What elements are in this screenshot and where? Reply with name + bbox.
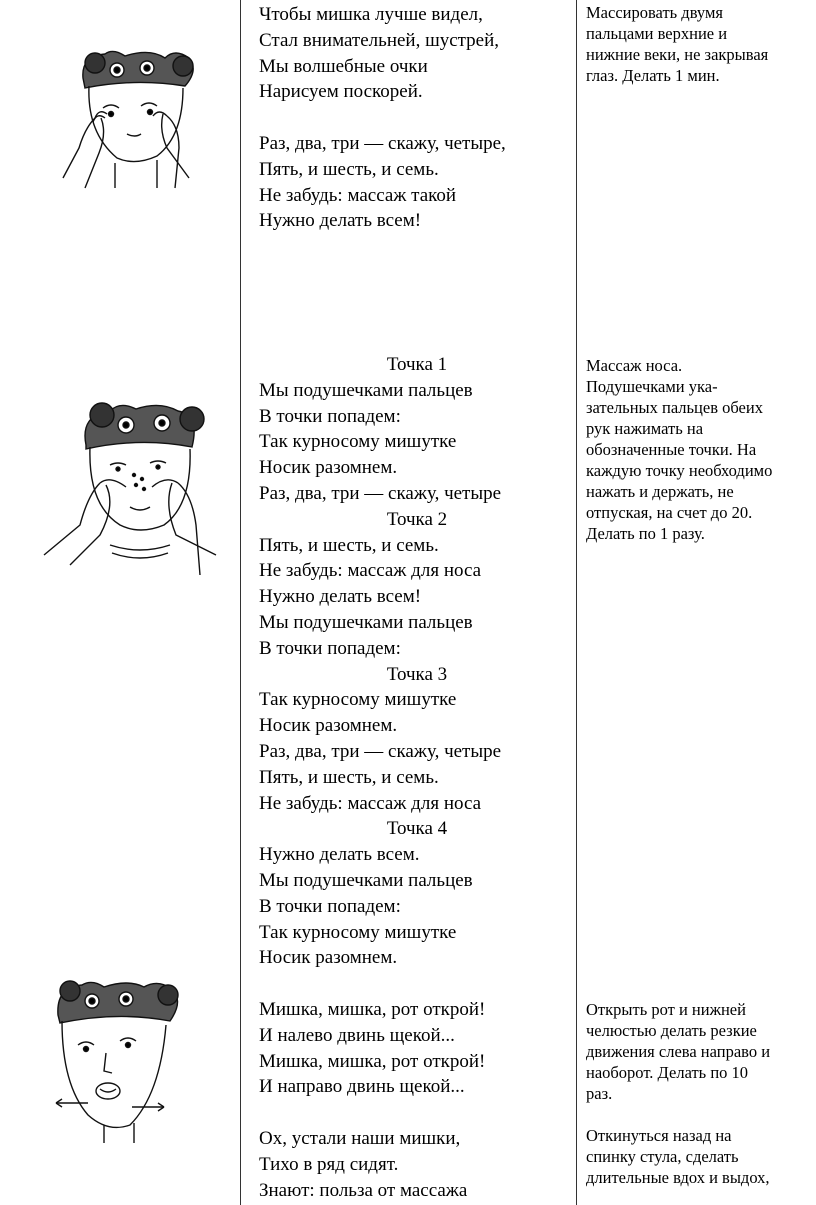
- poem-line: Раз, два, три — скажу, четыре: [259, 482, 502, 504]
- instruction-line: нижние веки, не закрывая: [586, 45, 769, 64]
- poem-line: Мишка, мишка, рот открой!: [259, 999, 486, 1020]
- poem-line: В точки попадем:: [259, 637, 401, 659]
- poem-line: Пять, и шесть, и семь.: [259, 534, 439, 556]
- poem-line: В точки попадем:: [259, 895, 401, 917]
- poem-line: Тихо в ряд сидят.: [259, 1153, 399, 1175]
- poem-line: И налево двинь щекой...: [259, 1024, 455, 1046]
- instruction-line: отпуская, на счет до 20.: [586, 503, 753, 522]
- instruction-line: Массировать двумя: [586, 3, 723, 22]
- instruction-line: глаз. Делать 1 мин.: [586, 66, 720, 85]
- poem-line: Не забудь: массаж такой: [259, 184, 457, 206]
- column-divider-right: [576, 0, 577, 1205]
- poem-line: Мы подушечками пальцев: [259, 611, 473, 633]
- instruction-line: раз.: [586, 1084, 613, 1103]
- instruction-line: Подушечками ука-: [586, 377, 718, 396]
- poem-line: Мы подушечками пальцев: [259, 869, 473, 891]
- instruction-line: зательных пальцев обеих: [586, 398, 763, 417]
- instruction-line: рук нажимать на: [586, 419, 704, 438]
- poem-eyes: [259, 2, 575, 234]
- paragraph-gap: [586, 1104, 811, 1125]
- poem-line: Так курносому мишутке: [259, 921, 457, 943]
- poem-line: Чтобы мишка лучше видел,: [259, 4, 483, 25]
- poem-line: Не забудь: массаж для носа: [259, 792, 482, 814]
- instruction-line: челюстью делать резкие: [586, 1021, 757, 1040]
- poem-line: Пять, и шесть, и семь.: [259, 766, 439, 788]
- instruction-line: Открыть рот и нижней: [586, 1000, 746, 1019]
- stanza-gap: [259, 1100, 575, 1126]
- poem-line: Нарисуем поскорей.: [259, 81, 423, 103]
- column-divider-left: [240, 0, 241, 1205]
- poem-line: Мишка, мишка, рот открой!: [259, 1050, 486, 1072]
- poem-line: Раз, два, три — скажу, четыре: [259, 740, 502, 762]
- point-heading: Точка 2: [386, 508, 448, 530]
- instruction-line: наоборот. Делать по 10: [586, 1063, 749, 1082]
- instruction-line: нажать и держать, не: [586, 482, 734, 501]
- poem-line: Пять, и шесть, и семь.: [259, 158, 439, 180]
- stanza-gap: [259, 105, 575, 131]
- poem-line: Носик разомнем.: [259, 947, 398, 969]
- instruction-line: каждую точку необходимо: [586, 461, 773, 480]
- poem-line: Знают: польза от массажа: [259, 1179, 468, 1201]
- poem-line: Носик разомнем.: [259, 715, 398, 737]
- poem-line: И направо двинь щекой...: [259, 1076, 465, 1098]
- poem-line: Нужно делать всем!: [259, 586, 422, 608]
- illustration-nose-massage: [40, 395, 220, 590]
- instruction-line: спинку стула, сделать: [586, 1147, 739, 1166]
- poem-line: Не забудь: массаж для носа: [259, 560, 482, 582]
- poem-line: Нужно делать всем!: [259, 210, 422, 232]
- poem-line: Ох, устали наши мишки,: [259, 1127, 461, 1149]
- instruction-line: длительные вдох и выдох,: [586, 1168, 770, 1187]
- instruction-line: Откинуться назад на: [586, 1126, 732, 1145]
- instruction-line: пальцами верхние и: [586, 24, 728, 43]
- poem-mouth: [259, 997, 575, 1203]
- poem-line: Мы подушечками пальцев: [259, 379, 473, 401]
- point-heading: Точка 4: [386, 818, 448, 840]
- point-heading: Точка 3: [386, 663, 448, 685]
- poem-line: Стал внимательней, шустрей,: [259, 29, 500, 51]
- instruction-nose: [586, 355, 811, 544]
- instruction-mouth: [586, 999, 811, 1188]
- poem-line: Так курносому мишутке: [259, 431, 457, 453]
- instruction-eyes: [586, 2, 811, 86]
- instruction-line: Массаж носа.: [586, 356, 683, 375]
- illustration-eyes-massage: [55, 38, 215, 198]
- illustration-mouth-exercise: [48, 975, 208, 1145]
- poem-line: Носик разомнем.: [259, 457, 398, 479]
- poem-line: В точки попадем:: [259, 405, 401, 427]
- poem-nose: [259, 352, 575, 971]
- instruction-line: обозначенные точки. На: [586, 440, 757, 459]
- poem-line: Мы волшебные очки: [259, 55, 428, 77]
- point-heading: Точка 1: [386, 354, 448, 375]
- instruction-line: Делать по 1 разу.: [586, 524, 705, 543]
- poem-line: Так курносому мишутке: [259, 689, 457, 711]
- instruction-line: движения слева направо и: [586, 1042, 771, 1061]
- poem-line: Раз, два, три — скажу, четыре,: [259, 132, 506, 154]
- poem-line: Нужно делать всем.: [259, 844, 420, 866]
